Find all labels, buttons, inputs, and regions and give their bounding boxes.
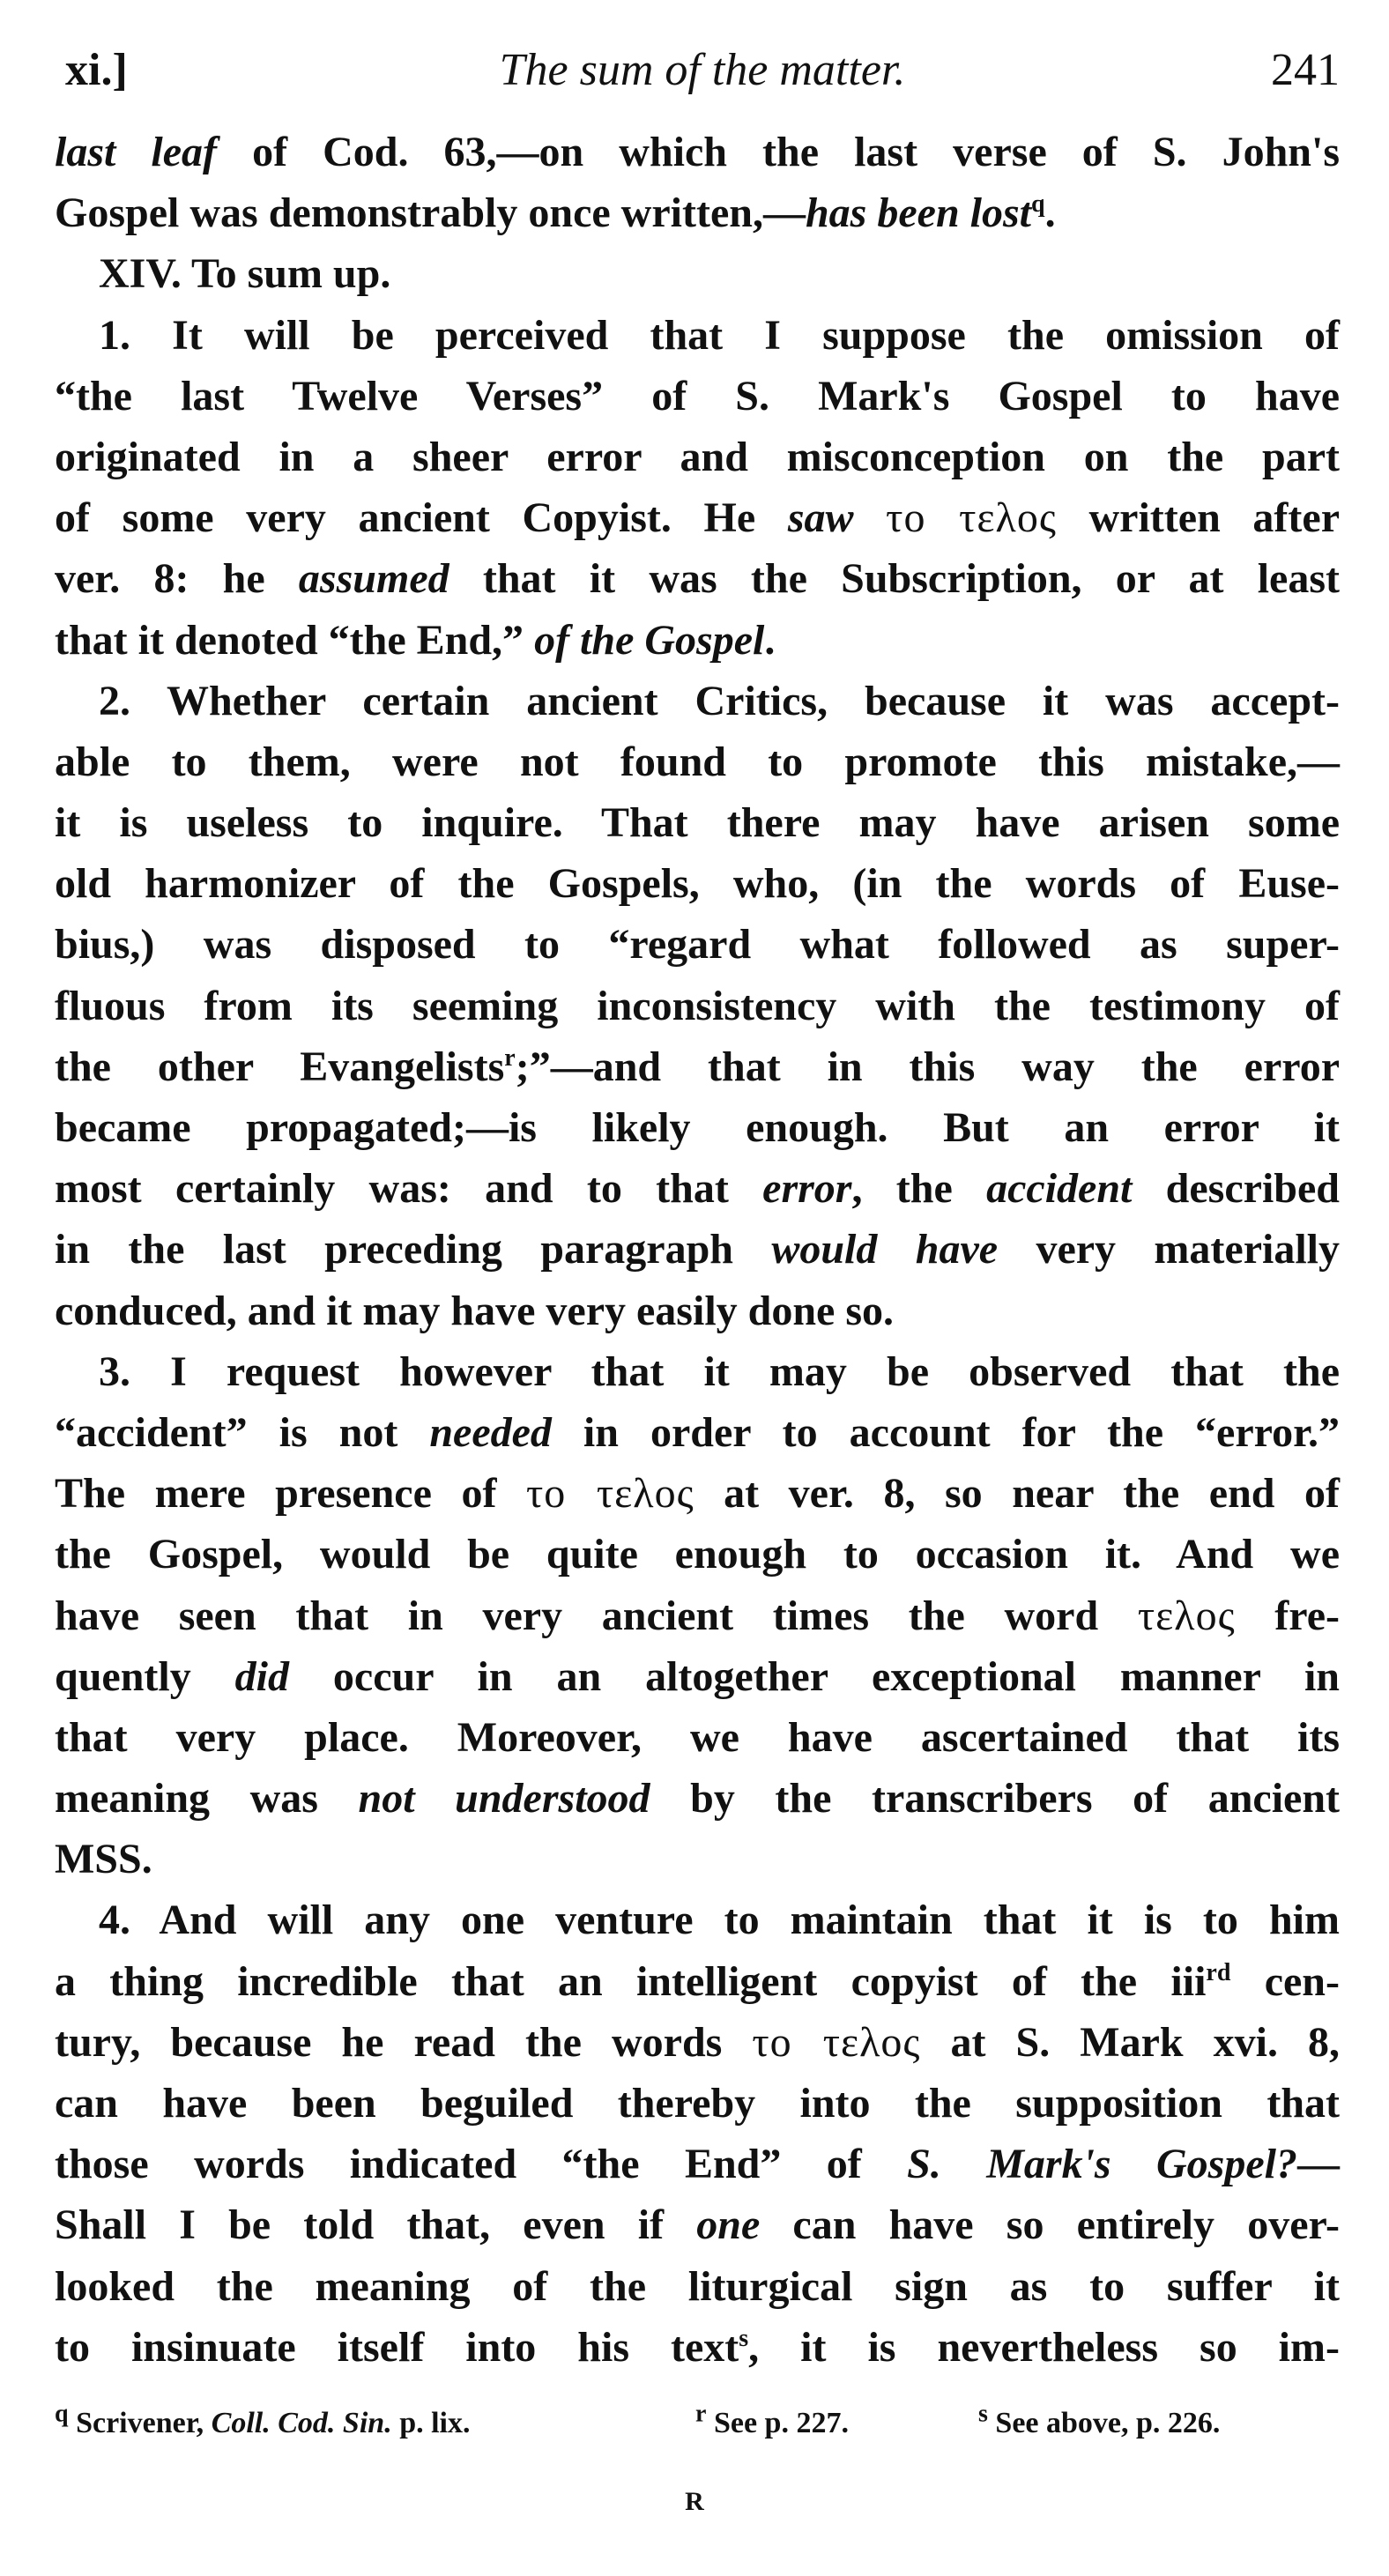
footnote-r: $^r$ See p. 227. bbox=[695, 2400, 849, 2439]
text-line: it is useless to inquire. That there may have arisen some bbox=[55, 799, 1340, 847]
footnote-s: $^s$ See above, p. 226. bbox=[978, 2400, 1221, 2439]
text-line: the Gospel, would be quite enough to occasion it. And we bbox=[55, 1531, 1340, 1578]
signature-mark: R bbox=[685, 2487, 704, 2516]
greek-text: το τελος bbox=[752, 2018, 921, 2066]
chapter-number: xi.] bbox=[65, 45, 128, 95]
text-line: 2. Whether certain ancient Critics, because it was accept- bbox=[99, 677, 1340, 724]
footnote-q: $^q$ Scrivener, Coll. Cod. Sin. p. lix. bbox=[55, 2400, 471, 2439]
text-line: quently did occur in an altogether exceptional manner in bbox=[55, 1652, 1340, 1700]
page-number: 241 bbox=[1271, 45, 1340, 95]
greek-text: το τελος bbox=[526, 1470, 694, 1518]
text-line: those words indicated “the End” of S. Mark's Gospel?— bbox=[55, 2141, 1340, 2188]
text-line: 1. It will be perceived that I suppose the omission of bbox=[99, 311, 1340, 359]
text-line: conduced, and it may have very easily done so. bbox=[55, 1287, 895, 1334]
text-line: to insinuate itself into his text$^s$, it is nevertheless so im- bbox=[55, 2323, 1340, 2371]
text-line: the other Evangelists$^r$;”—and that in this way the error bbox=[55, 1043, 1341, 1090]
text-line: looked the meaning of the liturgical sign as to suffer it bbox=[55, 2262, 1340, 2310]
text-line: in the last preceding paragraph would have very materially bbox=[55, 1226, 1341, 1273]
text-line: fluous from its seeming inconsistency with the testimony of bbox=[55, 982, 1340, 1029]
text-line: became propagated;—is likely enough. But an error it bbox=[55, 1104, 1340, 1151]
footnote-mark: r bbox=[695, 2400, 707, 2428]
text-line: that it denoted “the End,” of the Gospel. bbox=[55, 616, 776, 664]
footnote-ref: r bbox=[504, 1043, 516, 1072]
text-line: “the last Twelve Verses” of S. Mark's Gospel to have bbox=[55, 372, 1340, 419]
text-line: 3. I request however that it may be observed that the bbox=[99, 1347, 1340, 1395]
text-line: able to them, were not found to promote this mistake,— bbox=[55, 738, 1340, 785]
text-line: that very place. Moreover, we have ascertained that its bbox=[55, 1713, 1340, 1761]
text-line: most certainly was: and to that error, the accident described bbox=[55, 1165, 1341, 1213]
text-line: a thing incredible that an intelligent copyist of the iii$^{rd}$ cen- bbox=[55, 1957, 1340, 2005]
text-line: Gospel was demonstrably once written,—has been lost$^q$. bbox=[55, 189, 1056, 237]
text-line: can have been beguiled thereby into the supposition that bbox=[55, 2080, 1340, 2127]
footnotes bbox=[55, 2397, 1340, 2450]
text-line: The mere presence of το τελος at ver. 8, so near the end of bbox=[55, 1470, 1341, 1518]
section-heading: XIV. To sum up. bbox=[99, 250, 391, 298]
text-line: 4. And will any one venture to maintain that it is to him bbox=[99, 1897, 1340, 1944]
text-line: of some very ancient Copyist. He saw το τελος written after bbox=[55, 494, 1341, 542]
text-line: MSS. bbox=[55, 1836, 152, 1883]
text-line: ver. 8: he assumed that it was the Subscription, or at least bbox=[55, 555, 1341, 603]
footnote-mark: q bbox=[55, 2400, 69, 2428]
text-line: bius,) was disposed to “regard what followed as super- bbox=[55, 921, 1340, 969]
text-line: tury, because he read the words το τελος at S. Mark xvi. 8, bbox=[55, 2018, 1340, 2066]
running-title: The sum of the matter. bbox=[499, 45, 906, 95]
text-line: last leaf of Cod. 63,—on which the last verse of S. John's bbox=[55, 129, 1340, 175]
ordinal-suffix: rd bbox=[1206, 1958, 1231, 1986]
footnote-mark: s bbox=[978, 2400, 988, 2428]
footnote-ref: s bbox=[739, 2324, 749, 2352]
running-header bbox=[65, 35, 1340, 106]
greek-text: το τελος bbox=[886, 494, 1057, 542]
body-text bbox=[55, 122, 1340, 2378]
greek-text: τελος bbox=[1137, 1592, 1236, 1639]
text-line: “accident” is not needed in order to account for the “error.” bbox=[55, 1408, 1340, 1456]
footnote-ref: q bbox=[1030, 190, 1045, 219]
text-line: old harmonizer of the Gospels, who, (in the words of Euse- bbox=[55, 860, 1340, 908]
text-line: originated in a sheer error and misconception on the part bbox=[55, 433, 1340, 480]
text-line: Shall I be told that, even if one can have so entirely over- bbox=[55, 2201, 1340, 2249]
text-line: have seen that in very ancient times the word τελος fre- bbox=[55, 1592, 1341, 1639]
text-line: meaning was not understood by the transcribers of ancient bbox=[55, 1775, 1341, 1823]
